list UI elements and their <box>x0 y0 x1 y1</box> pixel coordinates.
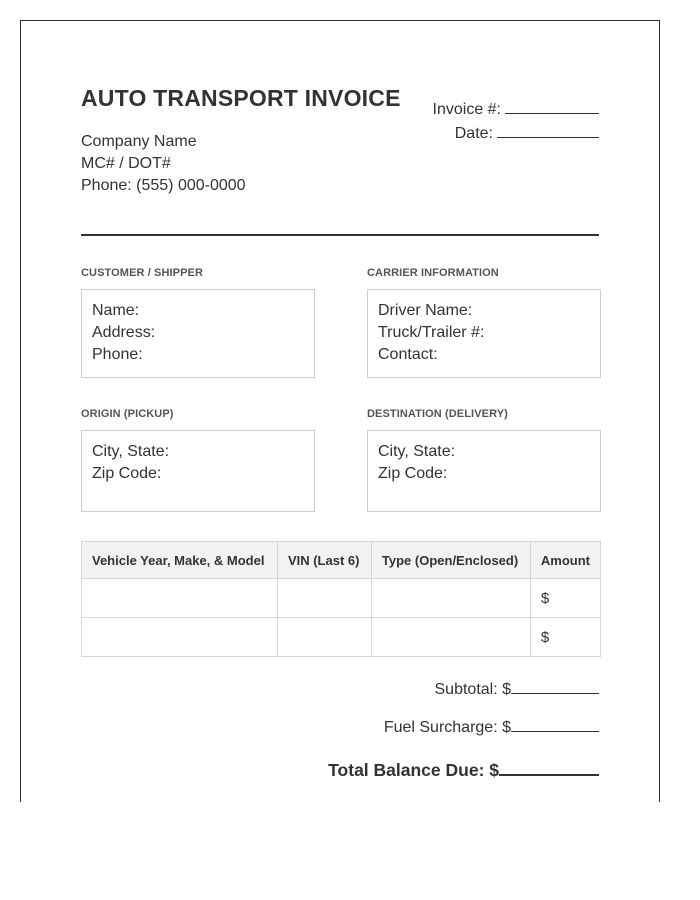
carrier-truck-label: Truck/Trailer #: <box>378 324 485 341</box>
column-header-amount: Amount <box>530 542 600 579</box>
company-info <box>81 131 246 197</box>
column-header-type: Type (Open/Enclosed) <box>371 542 530 579</box>
customer-box <box>81 289 315 378</box>
subtotal-row <box>435 677 600 699</box>
carrier-contact-label: Contact: <box>378 346 438 363</box>
vehicle-table <box>81 541 601 657</box>
subtotal-field[interactable] <box>511 677 599 694</box>
origin-box <box>81 430 315 512</box>
company-phone: Phone: (555) 000-0000 <box>81 177 246 194</box>
invoice-title: AUTO TRANSPORT INVOICE <box>81 85 401 111</box>
destination-city-label: City, State: <box>378 443 456 460</box>
customer-name-label: Name: <box>92 302 140 319</box>
invoice-date-row <box>433 121 599 145</box>
destination-zip-label: Zip Code: <box>378 465 448 482</box>
table-header-row <box>82 542 601 579</box>
invoice-number-field[interactable] <box>505 97 599 114</box>
type-cell[interactable] <box>371 618 530 657</box>
company-name: Company Name <box>81 133 197 150</box>
origin-zip-label: Zip Code: <box>92 465 162 482</box>
table-row <box>82 579 601 618</box>
fuel-surcharge-row <box>384 715 599 737</box>
carrier-driver-label: Driver Name: <box>378 302 473 319</box>
column-header-vin: VIN (Last 6) <box>277 542 371 579</box>
fuel-surcharge-label: Fuel Surcharge: $ <box>383 719 511 736</box>
type-cell[interactable] <box>371 579 530 618</box>
origin-city-label: City, State: <box>92 443 170 460</box>
table-row <box>82 618 601 657</box>
invoice-number-row <box>433 97 599 121</box>
destination-heading: DESTINATION (DELIVERY) <box>367 408 508 420</box>
total-balance-label: Total Balance Due: $ <box>328 760 499 780</box>
vehicle-cell[interactable] <box>82 579 278 618</box>
subtotal-label: Subtotal: $ <box>434 681 511 698</box>
total-balance-field[interactable] <box>499 756 599 776</box>
invoice-meta <box>433 97 599 145</box>
customer-address-label: Address: <box>92 324 156 341</box>
amount-cell[interactable]: $ <box>530 618 600 657</box>
invoice-page <box>20 20 660 802</box>
column-header-vehicle: Vehicle Year, Make, & Model <box>82 542 278 579</box>
destination-box <box>367 430 601 512</box>
total-balance-row <box>328 756 599 781</box>
invoice-date-field[interactable] <box>497 121 599 138</box>
origin-heading: ORIGIN (PICKUP) <box>81 408 174 420</box>
invoice-date-label: Date: <box>454 125 493 142</box>
customer-phone-label: Phone: <box>92 346 143 363</box>
header-divider <box>81 234 599 236</box>
customer-heading: CUSTOMER / SHIPPER <box>81 267 204 279</box>
invoice-number-label: Invoice #: <box>432 101 501 118</box>
vin-cell[interactable] <box>277 579 371 618</box>
carrier-box <box>367 289 601 378</box>
fuel-surcharge-field[interactable] <box>511 715 599 732</box>
company-mc-dot: MC# / DOT# <box>81 155 171 172</box>
carrier-heading: CARRIER INFORMATION <box>367 267 499 279</box>
vin-cell[interactable] <box>277 618 371 657</box>
amount-cell[interactable]: $ <box>530 579 600 618</box>
vehicle-cell[interactable] <box>82 618 278 657</box>
